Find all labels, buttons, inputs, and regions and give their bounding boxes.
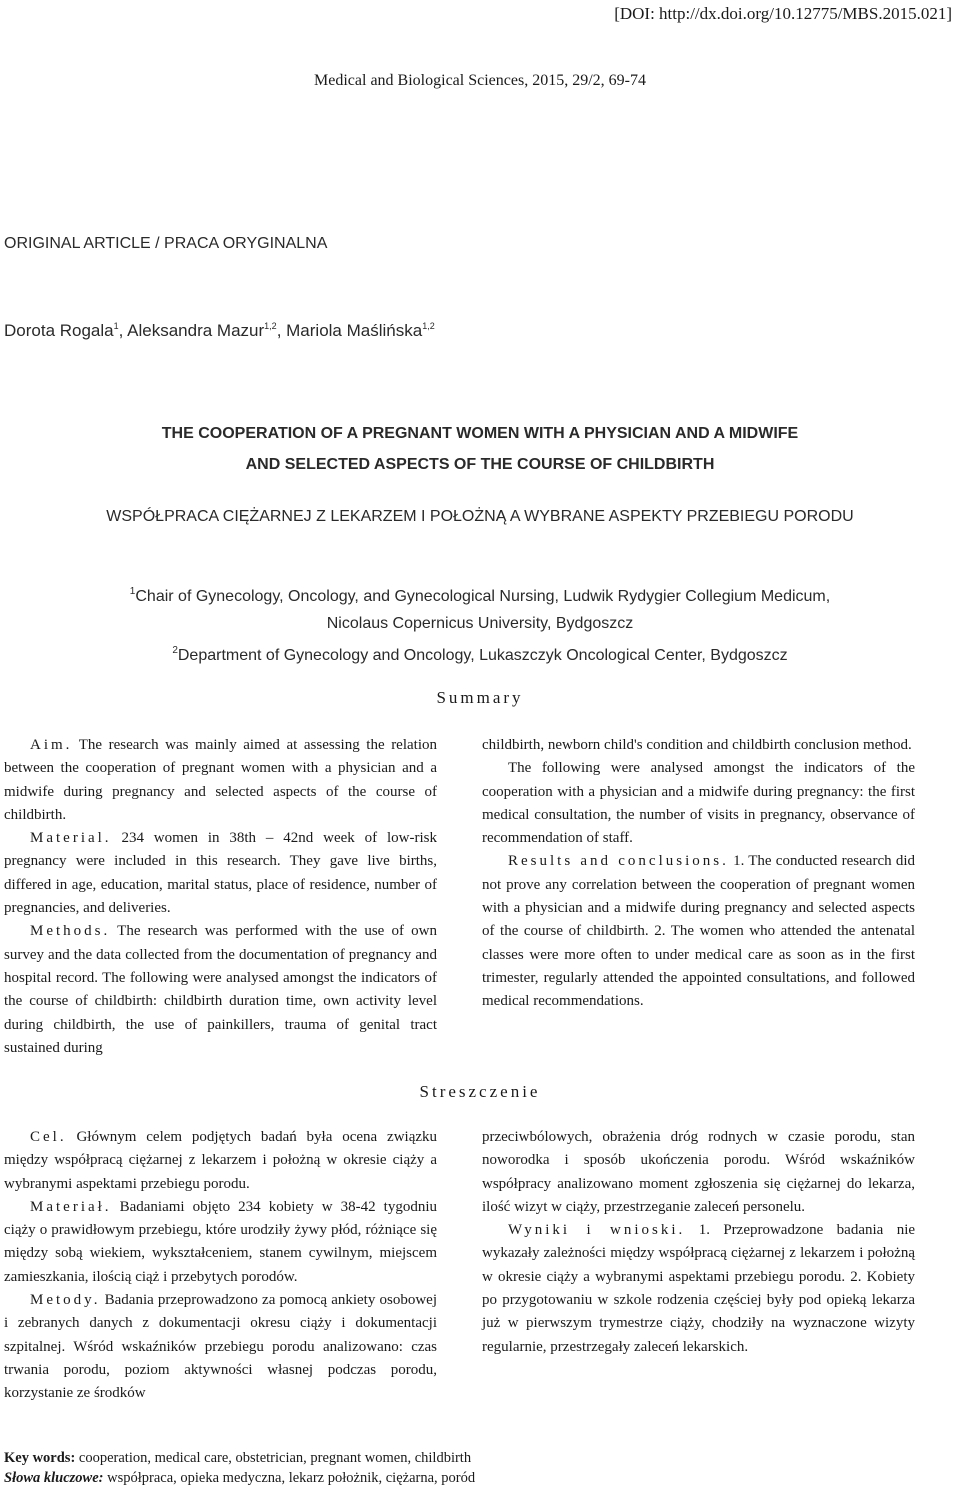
cel-text: Głównym celem podjętych badań była ocena związku między współpracą ciężarnej z lekarzem i położną w okresie ciąży a wybranymi aspektami przebiegu porodu. bbox=[4, 1129, 438, 1192]
summary-left-column bbox=[4, 734, 437, 1060]
keywords-en-label: Key words: bbox=[4, 1450, 76, 1466]
cel-label: Cel. bbox=[30, 1129, 67, 1145]
authors: Dorota Rogala$^1$, Aleksandra Mazur$^{1,2}$, Mariola Maślińska$^{1,2}$ bbox=[4, 321, 435, 340]
methods-text-cont: The following were analysed amongst the indicators of the cooperation with a physician and a midwife during pregnancy: the first medical consultation, the number of visits in pregnancy, observance of recommendation of staff. bbox=[482, 760, 915, 847]
metody-label: Metody. bbox=[30, 1292, 101, 1309]
aim-text: The research was mainly aimed at assessing the relation between the cooperation of pregnant women with a physician and a midwife during pregnancy and selected aspects of the course of childbirth. bbox=[4, 737, 438, 823]
affiliation-number: 2 bbox=[172, 645, 178, 656]
summary-heading: Summary bbox=[436, 688, 524, 707]
journal-citation: Medical and Biological Sciences, 2015, 29/2, 69-74 bbox=[314, 72, 646, 89]
streszczenie-left-column bbox=[4, 1126, 437, 1406]
author-affiliation: 1 bbox=[113, 321, 119, 331]
title-line: AND SELECTED ASPECTS OF THE COURSE OF CHILDBIRTH bbox=[245, 456, 715, 473]
summary-right-column bbox=[482, 734, 915, 1014]
keywords bbox=[4, 1448, 475, 1488]
metody-text: Badania przeprowadzono za pomocą ankiety osobowej i zebranych danych z dokumentacji okresu ciąży i dokumentacji szpitalnej. Wśród wskaźników przebiegu porodu analizowano: czas trwania porodu, poziom aktywności własnej podczas porodu, korzystanie ze środków bbox=[4, 1292, 438, 1402]
doi: [DOI: http://dx.doi.org/10.12775/MBS.2015.021] bbox=[614, 4, 952, 23]
article-type: ORIGINAL ARTICLE / PRACA ORYGINALNA bbox=[4, 235, 328, 252]
material-pl-text: Badaniami objęto 234 kobiety w 38-42 tygodniu ciąży o prawidłowym przebiegu, które urodziły żywy płód, różniące się między sobą wiekiem, wykształceniem, stanem cywilnym, miejscem zamieszkania, ilością ciąż i przebytych porodów. bbox=[4, 1198, 437, 1285]
methods-text-overflow: childbirth, newborn child's condition and childbirth conclusion method. bbox=[482, 737, 912, 753]
affiliation-1 bbox=[0, 578, 960, 669]
keywords-pl-label: Słowa kluczowe: bbox=[4, 1470, 104, 1486]
title-polish: WSPÓŁPRACA CIĘŻARNEJ Z LEKARZEM I POŁOŻNĄ A WYBRANE ASPEKTY PRZEBIEGU PORODU bbox=[106, 508, 854, 525]
material-pl-label: Materiał. bbox=[30, 1198, 112, 1215]
material-text: 234 women in 38th – 42nd week of low-risk pregnancy were included in this research. They gave live births, differed in age, education, marital status, place of residence, number of pregnancies, and deliveries. bbox=[4, 830, 437, 917]
keywords-en: cooperation, medical care, obstetrician, pregnant women, childbirth bbox=[78, 1450, 472, 1466]
author-name: Dorota Rogala bbox=[4, 321, 114, 340]
wyniki-text: 1. Przeprowadzone badania nie wykazały zależności między współpracą ciężarnej z lekarzem i położną w okresie ciąży a wybranymi aspektami przebiegu porodu. 2. Kobiety po przygotowaniu w szkole rodzenia częściej były pod opieką lekarza już w pierwszym trymestrze ciąży, chodziły na wyznaczone wizyty regularnie, przestrzegały zaleceń lekarskich. bbox=[482, 1222, 916, 1355]
streszczenie-heading: Streszczenie bbox=[419, 1082, 541, 1101]
affiliation-text: Chair of Gynecology, Oncology, and Gynecological Nursing, Ludwik Rydygier Collegium Medicum, bbox=[135, 588, 831, 605]
methods-text: The research was performed with the use of own survey and the data collected from the documentation of pregnancy and hospital record. The following were analysed amongst the indicators of the course of childbirth: childbirth duration time, own activity level during childbirth, the use of painkillers, trauma of genital tract sustained during bbox=[4, 923, 438, 1056]
title-line: THE COOPERATION OF A PREGNANT WOMEN WITH A PHYSICIAN AND A MIDWIFE bbox=[161, 425, 799, 442]
affiliation-text: Department of Gynecology and Oncology, Lukaszczyk Oncological Center, Bydgoszcz bbox=[177, 647, 788, 664]
title-english bbox=[0, 418, 960, 480]
wyniki-label: Wyniki i wnioski. bbox=[508, 1222, 686, 1239]
aim-label: Aim. bbox=[30, 737, 73, 753]
streszczenie-right-column bbox=[482, 1126, 915, 1359]
affiliation-number: 1 bbox=[129, 586, 136, 597]
results-text: 1. The conducted research did not prove any correlation between the cooperation of pregnant women with a physician and a midwife during pregnancy and selected aspects of the course of childbirth. 2. The women who attended the antenatal classes were more often to under medical care as soon as in the first trimester, regularly attended the appointed consultations, and followed medical recommendations. bbox=[482, 853, 915, 1010]
methods-label: Methods. bbox=[30, 923, 111, 940]
affiliation-text-cont: Nicolaus Copernicus University, Bydgoszcz bbox=[326, 615, 634, 632]
author-name: Mariola Maślińska bbox=[286, 321, 423, 340]
results-label: Results and conclusions. bbox=[508, 853, 729, 870]
author-affiliation: 1,2 bbox=[264, 321, 277, 331]
material-label: Material. bbox=[30, 830, 112, 847]
metody-text-overflow: przeciwbólowych, obrażenia dróg rodnych w czasie porodu, stan noworodka i sposób ukończenia porodu. Wśród wskaźników współpracy analizowano moment zgłoszenia się ciężarnej do lekarza, ilość wizyt w ciąży, przestrzeganie zaleceń personelu. bbox=[482, 1129, 915, 1215]
keywords-pl: współpraca, opieka medyczna, lekarz położnik, ciężarna, poród bbox=[107, 1470, 476, 1486]
author-name: Aleksandra Mazur bbox=[127, 321, 265, 340]
author-affiliation: 1,2 bbox=[422, 321, 435, 331]
